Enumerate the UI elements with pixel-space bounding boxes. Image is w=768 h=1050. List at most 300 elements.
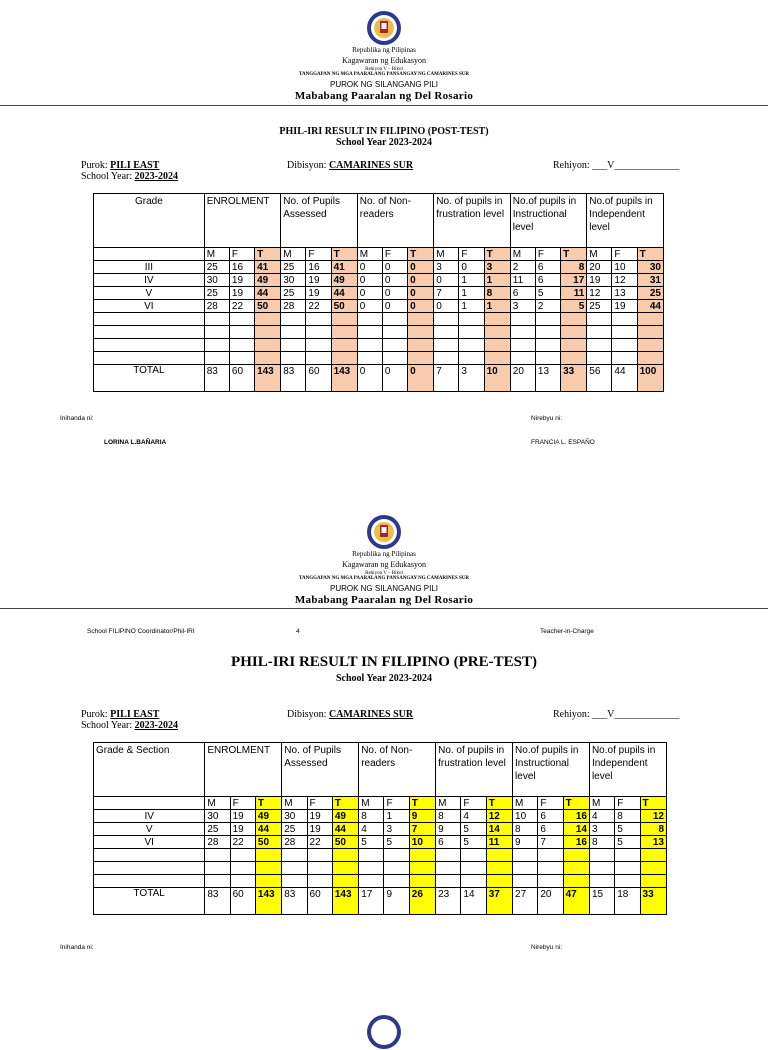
- column-header: No. of Non-readers: [357, 194, 433, 248]
- table-cell: [281, 339, 306, 352]
- value-cell: 16: [229, 261, 254, 274]
- table-cell: [204, 326, 229, 339]
- table-cell: [461, 875, 486, 888]
- table-cell: [409, 862, 435, 875]
- value-cell: 5: [359, 836, 384, 849]
- sub-header-m: M: [357, 248, 382, 261]
- total-cell: 143: [255, 888, 281, 915]
- sub-header-f: F: [229, 248, 254, 261]
- value-cell: 8: [484, 287, 510, 300]
- value-cell: 10: [513, 810, 538, 823]
- value-cell: 13: [640, 836, 666, 849]
- table-row: [94, 261, 664, 274]
- school-name: Mababang Paaralan ng Del Rosario: [294, 594, 474, 606]
- column-header: ENROLMENT: [205, 743, 282, 797]
- table-cell: [612, 326, 637, 339]
- value-cell: 12: [486, 810, 512, 823]
- table-cell: [230, 862, 255, 875]
- value-cell: 0: [408, 287, 434, 300]
- value-cell: 5: [561, 300, 587, 313]
- table-cell: [587, 313, 612, 326]
- value-cell: 50: [331, 300, 357, 313]
- value-cell: 25: [587, 300, 612, 313]
- value-cell: 4: [359, 823, 384, 836]
- table-cell: [587, 326, 612, 339]
- post-reviewed-name: FRANCIA L. ESPAÑO: [531, 439, 595, 446]
- value-cell: 16: [306, 261, 331, 274]
- table-cell: [281, 326, 306, 339]
- table-cell: [230, 875, 255, 888]
- value-cell: 7: [434, 287, 459, 300]
- table-cell: [306, 313, 331, 326]
- sub-header-t: T: [484, 248, 510, 261]
- table-cell: [255, 326, 281, 339]
- total-cell: 0: [408, 365, 434, 392]
- value-cell: 11: [561, 287, 587, 300]
- table-cell: [510, 313, 535, 326]
- column-header: No. of Pupils Assessed: [281, 194, 358, 248]
- table-cell: [408, 339, 434, 352]
- table-cell: [589, 875, 614, 888]
- total-cell: 33: [640, 888, 666, 915]
- pre-title: PHIL-IRI RESULT IN FILIPINO (PRE-TEST): [231, 654, 537, 670]
- table-cell: [561, 326, 587, 339]
- table-cell: [382, 352, 407, 365]
- value-cell: 5: [615, 836, 640, 849]
- district-text: PUROK NG SILANGANG PILI: [329, 584, 439, 593]
- table-cell: [535, 326, 560, 339]
- table-cell: [637, 352, 663, 365]
- total-cell: 100: [637, 365, 663, 392]
- table-cell: [615, 849, 640, 862]
- table-cell: [205, 875, 230, 888]
- value-cell: 6: [538, 810, 563, 823]
- pre-test-table: [93, 742, 667, 915]
- sub-header-f: F: [306, 248, 331, 261]
- pre-prepared-label: Inihanda ni:: [60, 944, 94, 951]
- blank-row: [94, 339, 664, 352]
- total-cell: 60: [306, 365, 331, 392]
- table-cell: [204, 352, 229, 365]
- value-cell: 0: [357, 274, 382, 287]
- table-cell: [357, 339, 382, 352]
- grade-cell: IV: [94, 810, 205, 823]
- sub-header-m: M: [436, 797, 461, 810]
- grade-cell: V: [94, 823, 205, 836]
- sub-header-m: M: [359, 797, 384, 810]
- table-cell: [637, 313, 663, 326]
- table-cell: [587, 339, 612, 352]
- sub-header-t: T: [332, 797, 358, 810]
- value-cell: 44: [255, 823, 281, 836]
- table-cell: [461, 849, 486, 862]
- table-cell: [204, 313, 229, 326]
- table-cell: [436, 862, 461, 875]
- region-text: Rehiyon V – Bikol: [365, 67, 403, 72]
- table-cell: [640, 849, 666, 862]
- total-cell: 44: [612, 365, 637, 392]
- table-cell: [255, 313, 281, 326]
- pre-subtitle: School Year 2023-2024: [335, 673, 433, 684]
- value-cell: 16: [563, 810, 589, 823]
- value-cell: 22: [230, 836, 255, 849]
- table-cell: [255, 339, 281, 352]
- value-cell: 44: [255, 287, 281, 300]
- table-cell: [408, 326, 434, 339]
- pre-reviewed-label: Nirebyu ni:: [531, 944, 563, 951]
- table-cell: [94, 849, 205, 862]
- value-cell: 5: [384, 836, 409, 849]
- sub-header-f: F: [382, 248, 407, 261]
- value-cell: 30: [637, 261, 663, 274]
- grade-header: Grade: [94, 194, 205, 248]
- value-cell: 7: [538, 836, 563, 849]
- value-cell: 5: [461, 823, 486, 836]
- value-cell: 19: [306, 287, 331, 300]
- school-name: Mababang Paaralan ng Del Rosario: [294, 90, 474, 102]
- value-cell: 8: [359, 810, 384, 823]
- value-cell: 1: [459, 300, 484, 313]
- table-cell: [408, 313, 434, 326]
- sub-header-t: T: [331, 248, 357, 261]
- table-cell: [434, 352, 459, 365]
- table-row: [94, 274, 664, 287]
- table-cell: [408, 352, 434, 365]
- total-cell: 83: [281, 365, 306, 392]
- table-cell: [538, 875, 563, 888]
- value-cell: 6: [538, 823, 563, 836]
- value-cell: 12: [640, 810, 666, 823]
- table-cell: [281, 313, 306, 326]
- table-row: [94, 300, 664, 313]
- table-cell: [563, 862, 589, 875]
- table-cell: [510, 326, 535, 339]
- sub-header-f: F: [307, 797, 332, 810]
- value-cell: 11: [510, 274, 535, 287]
- value-cell: 8: [640, 823, 666, 836]
- value-cell: 22: [307, 836, 332, 849]
- footer-coordinator: School FILIPINO Coordinator/Phil-IRI: [87, 628, 195, 635]
- value-cell: 25: [281, 287, 306, 300]
- value-cell: 19: [230, 810, 255, 823]
- value-cell: 14: [486, 823, 512, 836]
- pre-header-rule: [0, 608, 768, 609]
- value-cell: 0: [408, 274, 434, 287]
- total-cell: 20: [510, 365, 535, 392]
- republic-text: Republika ng Pilipinas: [352, 46, 416, 54]
- value-cell: 3: [384, 823, 409, 836]
- table-cell: [561, 352, 587, 365]
- sub-header-m: M: [204, 248, 229, 261]
- value-cell: 0: [408, 300, 434, 313]
- table-header-row: [94, 194, 664, 248]
- table-cell: [204, 339, 229, 352]
- table-cell: [384, 875, 409, 888]
- table-cell: [513, 875, 538, 888]
- pre-rehiyon: Rehiyon: ___V_____________: [553, 709, 680, 720]
- deped-seal-icon-2: [366, 514, 402, 550]
- table-cell: [331, 313, 357, 326]
- value-cell: 8: [436, 810, 461, 823]
- blank-row: [94, 352, 664, 365]
- table-cell: [205, 849, 230, 862]
- post-school-year: School Year: 2023-2024: [81, 171, 178, 182]
- table-row: [94, 287, 664, 300]
- table-cell: [589, 849, 614, 862]
- table-cell: [384, 849, 409, 862]
- value-cell: 0: [408, 261, 434, 274]
- table-cell: [357, 313, 382, 326]
- table-row: [94, 823, 667, 836]
- table-cell: [459, 352, 484, 365]
- table-cell: [94, 797, 205, 810]
- value-cell: 7: [409, 823, 435, 836]
- value-cell: 20: [587, 261, 612, 274]
- table-cell: [94, 862, 205, 875]
- department-text: Kagawaran ng Edukasyon: [342, 56, 426, 65]
- table-cell: [282, 862, 307, 875]
- value-cell: 12: [612, 274, 637, 287]
- table-cell: [359, 862, 384, 875]
- value-cell: 0: [382, 287, 407, 300]
- table-cell: [255, 862, 281, 875]
- sub-header-m: M: [281, 248, 306, 261]
- post-dibisyon: Dibisyon: CAMARINES SUR: [287, 160, 414, 171]
- sub-header-f: F: [535, 248, 560, 261]
- value-cell: 9: [409, 810, 435, 823]
- value-cell: 0: [382, 261, 407, 274]
- table-cell: [332, 849, 358, 862]
- total-cell: 83: [282, 888, 307, 915]
- grade-cell: IV: [94, 274, 205, 287]
- grade-cell: V: [94, 287, 205, 300]
- value-cell: 5: [461, 836, 486, 849]
- table-cell: [282, 849, 307, 862]
- table-cell: [510, 352, 535, 365]
- value-cell: 0: [382, 274, 407, 287]
- total-cell: 60: [230, 888, 255, 915]
- column-header: No. of Pupils Assessed: [282, 743, 359, 797]
- sub-header-f: F: [459, 248, 484, 261]
- sub-header-t: T: [640, 797, 666, 810]
- table-cell: [409, 875, 435, 888]
- value-cell: 19: [587, 274, 612, 287]
- post-purok: Purok: PILI EAST: [81, 160, 160, 171]
- table-cell: [484, 352, 510, 365]
- sub-header-f: F: [538, 797, 563, 810]
- value-cell: 1: [459, 287, 484, 300]
- value-cell: 8: [615, 810, 640, 823]
- total-cell: 33: [561, 365, 587, 392]
- value-cell: 50: [255, 300, 281, 313]
- value-cell: 25: [281, 261, 306, 274]
- value-cell: 28: [282, 836, 307, 849]
- value-cell: 30: [205, 810, 230, 823]
- value-cell: 3: [434, 261, 459, 274]
- table-cell: [382, 313, 407, 326]
- value-cell: 49: [332, 810, 358, 823]
- value-cell: 6: [436, 836, 461, 849]
- value-cell: 25: [204, 287, 229, 300]
- value-cell: 19: [307, 823, 332, 836]
- value-cell: 3: [510, 300, 535, 313]
- table-cell: [331, 326, 357, 339]
- post-prepared-name: LORINA L.BAÑARIA: [104, 439, 167, 446]
- column-header: No. of Non-readers: [359, 743, 436, 797]
- value-cell: 19: [230, 823, 255, 836]
- value-cell: 41: [255, 261, 281, 274]
- table-cell: [436, 875, 461, 888]
- table-cell: [615, 862, 640, 875]
- post-prepared-label: Inihanda ni:: [60, 415, 94, 422]
- table-cell: [563, 875, 589, 888]
- sub-header-m: M: [513, 797, 538, 810]
- region-text: Rehiyon V – Bikol: [365, 571, 403, 576]
- value-cell: 5: [535, 287, 560, 300]
- table-cell: [538, 849, 563, 862]
- value-cell: 0: [382, 300, 407, 313]
- total-label: TOTAL: [94, 888, 205, 915]
- value-cell: 1: [384, 810, 409, 823]
- value-cell: 44: [637, 300, 663, 313]
- table-cell: [331, 339, 357, 352]
- total-cell: 9: [384, 888, 409, 915]
- value-cell: 28: [205, 836, 230, 849]
- total-label: TOTAL: [94, 365, 205, 392]
- table-cell: [94, 248, 205, 261]
- table-row: [94, 810, 667, 823]
- value-cell: 25: [282, 823, 307, 836]
- total-cell: 27: [513, 888, 538, 915]
- table-cell: [409, 849, 435, 862]
- table-subheader-row: [94, 797, 667, 810]
- value-cell: 25: [205, 823, 230, 836]
- table-cell: [513, 862, 538, 875]
- column-header: ENROLMENT: [204, 194, 281, 248]
- table-cell: [484, 313, 510, 326]
- sub-header-f: F: [230, 797, 255, 810]
- total-row: [94, 888, 667, 915]
- value-cell: 9: [513, 836, 538, 849]
- value-cell: 1: [484, 300, 510, 313]
- table-subheader-row: [94, 248, 664, 261]
- table-cell: [535, 352, 560, 365]
- value-cell: 4: [589, 810, 614, 823]
- value-cell: 3: [589, 823, 614, 836]
- table-cell: [205, 862, 230, 875]
- value-cell: 22: [229, 300, 254, 313]
- sub-header-t: T: [408, 248, 434, 261]
- column-header: No.of pupils in Instructional level: [510, 194, 587, 248]
- total-cell: 13: [535, 365, 560, 392]
- table-cell: [357, 326, 382, 339]
- sub-header-f: F: [384, 797, 409, 810]
- total-cell: 143: [331, 365, 357, 392]
- value-cell: 19: [612, 300, 637, 313]
- sub-header-t: T: [255, 248, 281, 261]
- value-cell: 2: [510, 261, 535, 274]
- sub-header-f: F: [615, 797, 640, 810]
- grade-cell: VI: [94, 836, 205, 849]
- value-cell: 44: [331, 287, 357, 300]
- republic-text: Republika ng Pilipinas: [352, 550, 416, 558]
- value-cell: 30: [204, 274, 229, 287]
- table-cell: [382, 339, 407, 352]
- table-cell: [94, 326, 205, 339]
- table-cell: [282, 875, 307, 888]
- table-cell: [561, 313, 587, 326]
- value-cell: 2: [535, 300, 560, 313]
- column-header: No.of pupils in Instructional level: [513, 743, 590, 797]
- value-cell: 6: [535, 274, 560, 287]
- value-cell: 19: [229, 287, 254, 300]
- value-cell: 28: [281, 300, 306, 313]
- table-cell: [484, 326, 510, 339]
- table-cell: [637, 339, 663, 352]
- table-cell: [307, 849, 332, 862]
- table-cell: [332, 862, 358, 875]
- sub-header-m: M: [510, 248, 535, 261]
- table-cell: [255, 875, 281, 888]
- table-cell: [384, 862, 409, 875]
- sub-header-t: T: [637, 248, 663, 261]
- value-cell: 0: [357, 287, 382, 300]
- value-cell: 0: [459, 261, 484, 274]
- value-cell: 11: [486, 836, 512, 849]
- table-cell: [359, 875, 384, 888]
- table-cell: [637, 326, 663, 339]
- total-cell: 14: [461, 888, 486, 915]
- value-cell: 8: [561, 261, 587, 274]
- value-cell: 6: [510, 287, 535, 300]
- table-header-row: [94, 743, 667, 797]
- value-cell: 0: [434, 300, 459, 313]
- value-cell: 49: [255, 810, 281, 823]
- value-cell: 19: [307, 810, 332, 823]
- value-cell: 22: [306, 300, 331, 313]
- table-cell: [229, 326, 254, 339]
- sub-header-f: F: [612, 248, 637, 261]
- table-cell: [615, 875, 640, 888]
- deped-seal-icon-3: [366, 1014, 402, 1050]
- value-cell: 1: [484, 274, 510, 287]
- department-text: Kagawaran ng Edukasyon: [342, 560, 426, 569]
- total-cell: 143: [255, 365, 281, 392]
- table-cell: [538, 862, 563, 875]
- table-cell: [306, 352, 331, 365]
- table-cell: [229, 339, 254, 352]
- sub-header-m: M: [282, 797, 307, 810]
- district-text: PUROK NG SILANGANG PILI: [329, 80, 439, 89]
- value-cell: 25: [204, 261, 229, 274]
- value-cell: 3: [484, 261, 510, 274]
- post-test-table: [93, 193, 664, 392]
- value-cell: 13: [612, 287, 637, 300]
- sub-header-f: F: [461, 797, 486, 810]
- table-cell: [331, 352, 357, 365]
- table-cell: [459, 326, 484, 339]
- total-cell: 143: [332, 888, 358, 915]
- sub-header-m: M: [205, 797, 230, 810]
- table-cell: [332, 875, 358, 888]
- total-cell: 20: [538, 888, 563, 915]
- table-cell: [561, 339, 587, 352]
- total-cell: 83: [205, 888, 230, 915]
- table-cell: [307, 862, 332, 875]
- value-cell: 19: [306, 274, 331, 287]
- pre-school-year: School Year: 2023-2024: [81, 720, 178, 731]
- grade-header: Grade & Section: [94, 743, 205, 797]
